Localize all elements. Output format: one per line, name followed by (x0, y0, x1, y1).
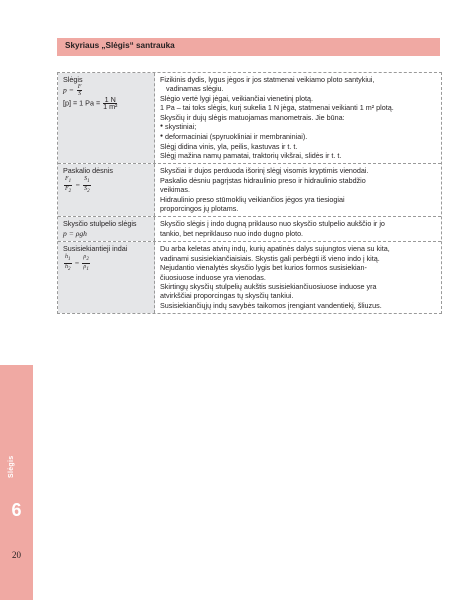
description-line: Slėgį didina vinis, yla, peilis, kastuvas ir t. t. (160, 141, 298, 151)
term-name: Skysčio stulpelio slėgis (63, 219, 137, 229)
description-cell (155, 164, 441, 216)
term-name: Slėgis (63, 75, 83, 84)
description-line: Nejudantio vienalytės skysčio lygis bet kurios formos susisiekian- (160, 263, 367, 273)
pascal-law-formula: $\frac{F_1}{F_2}$ = $\frac{S_1}{S_2}$ (65, 175, 90, 195)
description-cell (155, 217, 441, 241)
table-row (58, 163, 441, 216)
description-line: Paskalio dėsniu pagrįstas hidraulinio preso ir hidraulinio stabdžio (160, 175, 366, 185)
description-line: Hidraulinio preso stūmoklių veikiančios jėgos yra tiesiogiai (160, 194, 345, 204)
description-line: Slėgio vertė lygi jėgai, veikiančiai vienetinį plotą. (160, 93, 314, 103)
description-line: Du arba keletas atvirų indų, kurių apatinės dalys sujungtos viena su kita, (160, 244, 390, 254)
description-line: Skysčiai ir dujos perduoda išorinį slėgį visomis kryptimis vienodai. (160, 166, 369, 176)
description-line: vadinami susisiekiančiaisiais. Skystis gali perbėgti iš vieno indo į kitą. (160, 253, 380, 263)
section-header (57, 38, 440, 56)
term-cell (58, 73, 155, 163)
description-line: veikimas. (160, 185, 190, 195)
description-line: Susisiekiančiųjų indų savybės taikomos įrengiant vandentiekį, šliuzus. (160, 300, 382, 310)
description-cell (155, 242, 441, 313)
summary-table (57, 72, 442, 314)
pressure-formula: p = $\frac{F}{S}$ (63, 84, 82, 98)
bullet-item: ● skystiniai; (160, 122, 436, 132)
table-row (58, 216, 441, 241)
description-line: vadinamas slėgiu. (166, 84, 224, 94)
description-line: Skysčių ir dujų slėgis matuojamas manometrais. Jie būna: (160, 112, 345, 122)
page-number: 20 (12, 550, 21, 560)
hydrostatic-formula: p = ρgh (63, 228, 87, 238)
description-line: čiuosiuose induose yra vienodas. (160, 272, 266, 282)
chapter-number: 6 (11, 500, 22, 520)
term-cell (58, 164, 155, 216)
communicating-vessels-formula: $\frac{h_1}{h_2}$ = $\frac{\rho_2}{\rho_1}$ (65, 253, 89, 273)
chapter-label: Slėgis (8, 455, 15, 478)
description-line: tankio, bet nepriklauso nuo indo dugno ploto. (160, 228, 304, 238)
description-line: Slėgį mažina namų pamatai, traktorių vikšrai, slidės ir t. t. (160, 151, 342, 161)
term-name: Paskalio dėsnis (63, 166, 113, 176)
pressure-unit-formula: [p] = 1 Pa = $\frac{1 N}{\text{1 m²}}$ (63, 95, 118, 112)
chapter-side-strip (0, 365, 33, 600)
term-cell (58, 217, 155, 241)
table-row (58, 73, 441, 163)
section-title: Skyriaus „Slėgis“ santrauka (65, 41, 175, 50)
description-line: atvirkščiai proporcingas tų skysčių tankiui. (160, 291, 294, 301)
description-line: Fizikinis dydis, lygus jėgos ir jos statmenai veikiamo ploto santykiui, (160, 75, 375, 84)
term-cell (58, 242, 155, 313)
term-name: Susisiekiantieji indai (63, 244, 128, 254)
description-line: 1 Pa – tai toks slėgis, kurį sukelia 1 N jėga, statmenai veikianti 1 m² plotą. (160, 103, 394, 113)
description-line: Skysčio slėgis į indo dugną priklauso nuo skysčio stulpelio aukščio ir jo (160, 219, 385, 229)
description-line: proporcingos jų plotams. (160, 204, 239, 214)
table-row (58, 241, 441, 313)
description-line: Skirtingų skysčių stulpelių aukštis susisiekiančiuosiuose induose yra (160, 281, 377, 291)
description-cell (155, 73, 441, 163)
bullet-item: ● deformaciniai (spyruokliniai ir membraniniai). (160, 132, 436, 142)
